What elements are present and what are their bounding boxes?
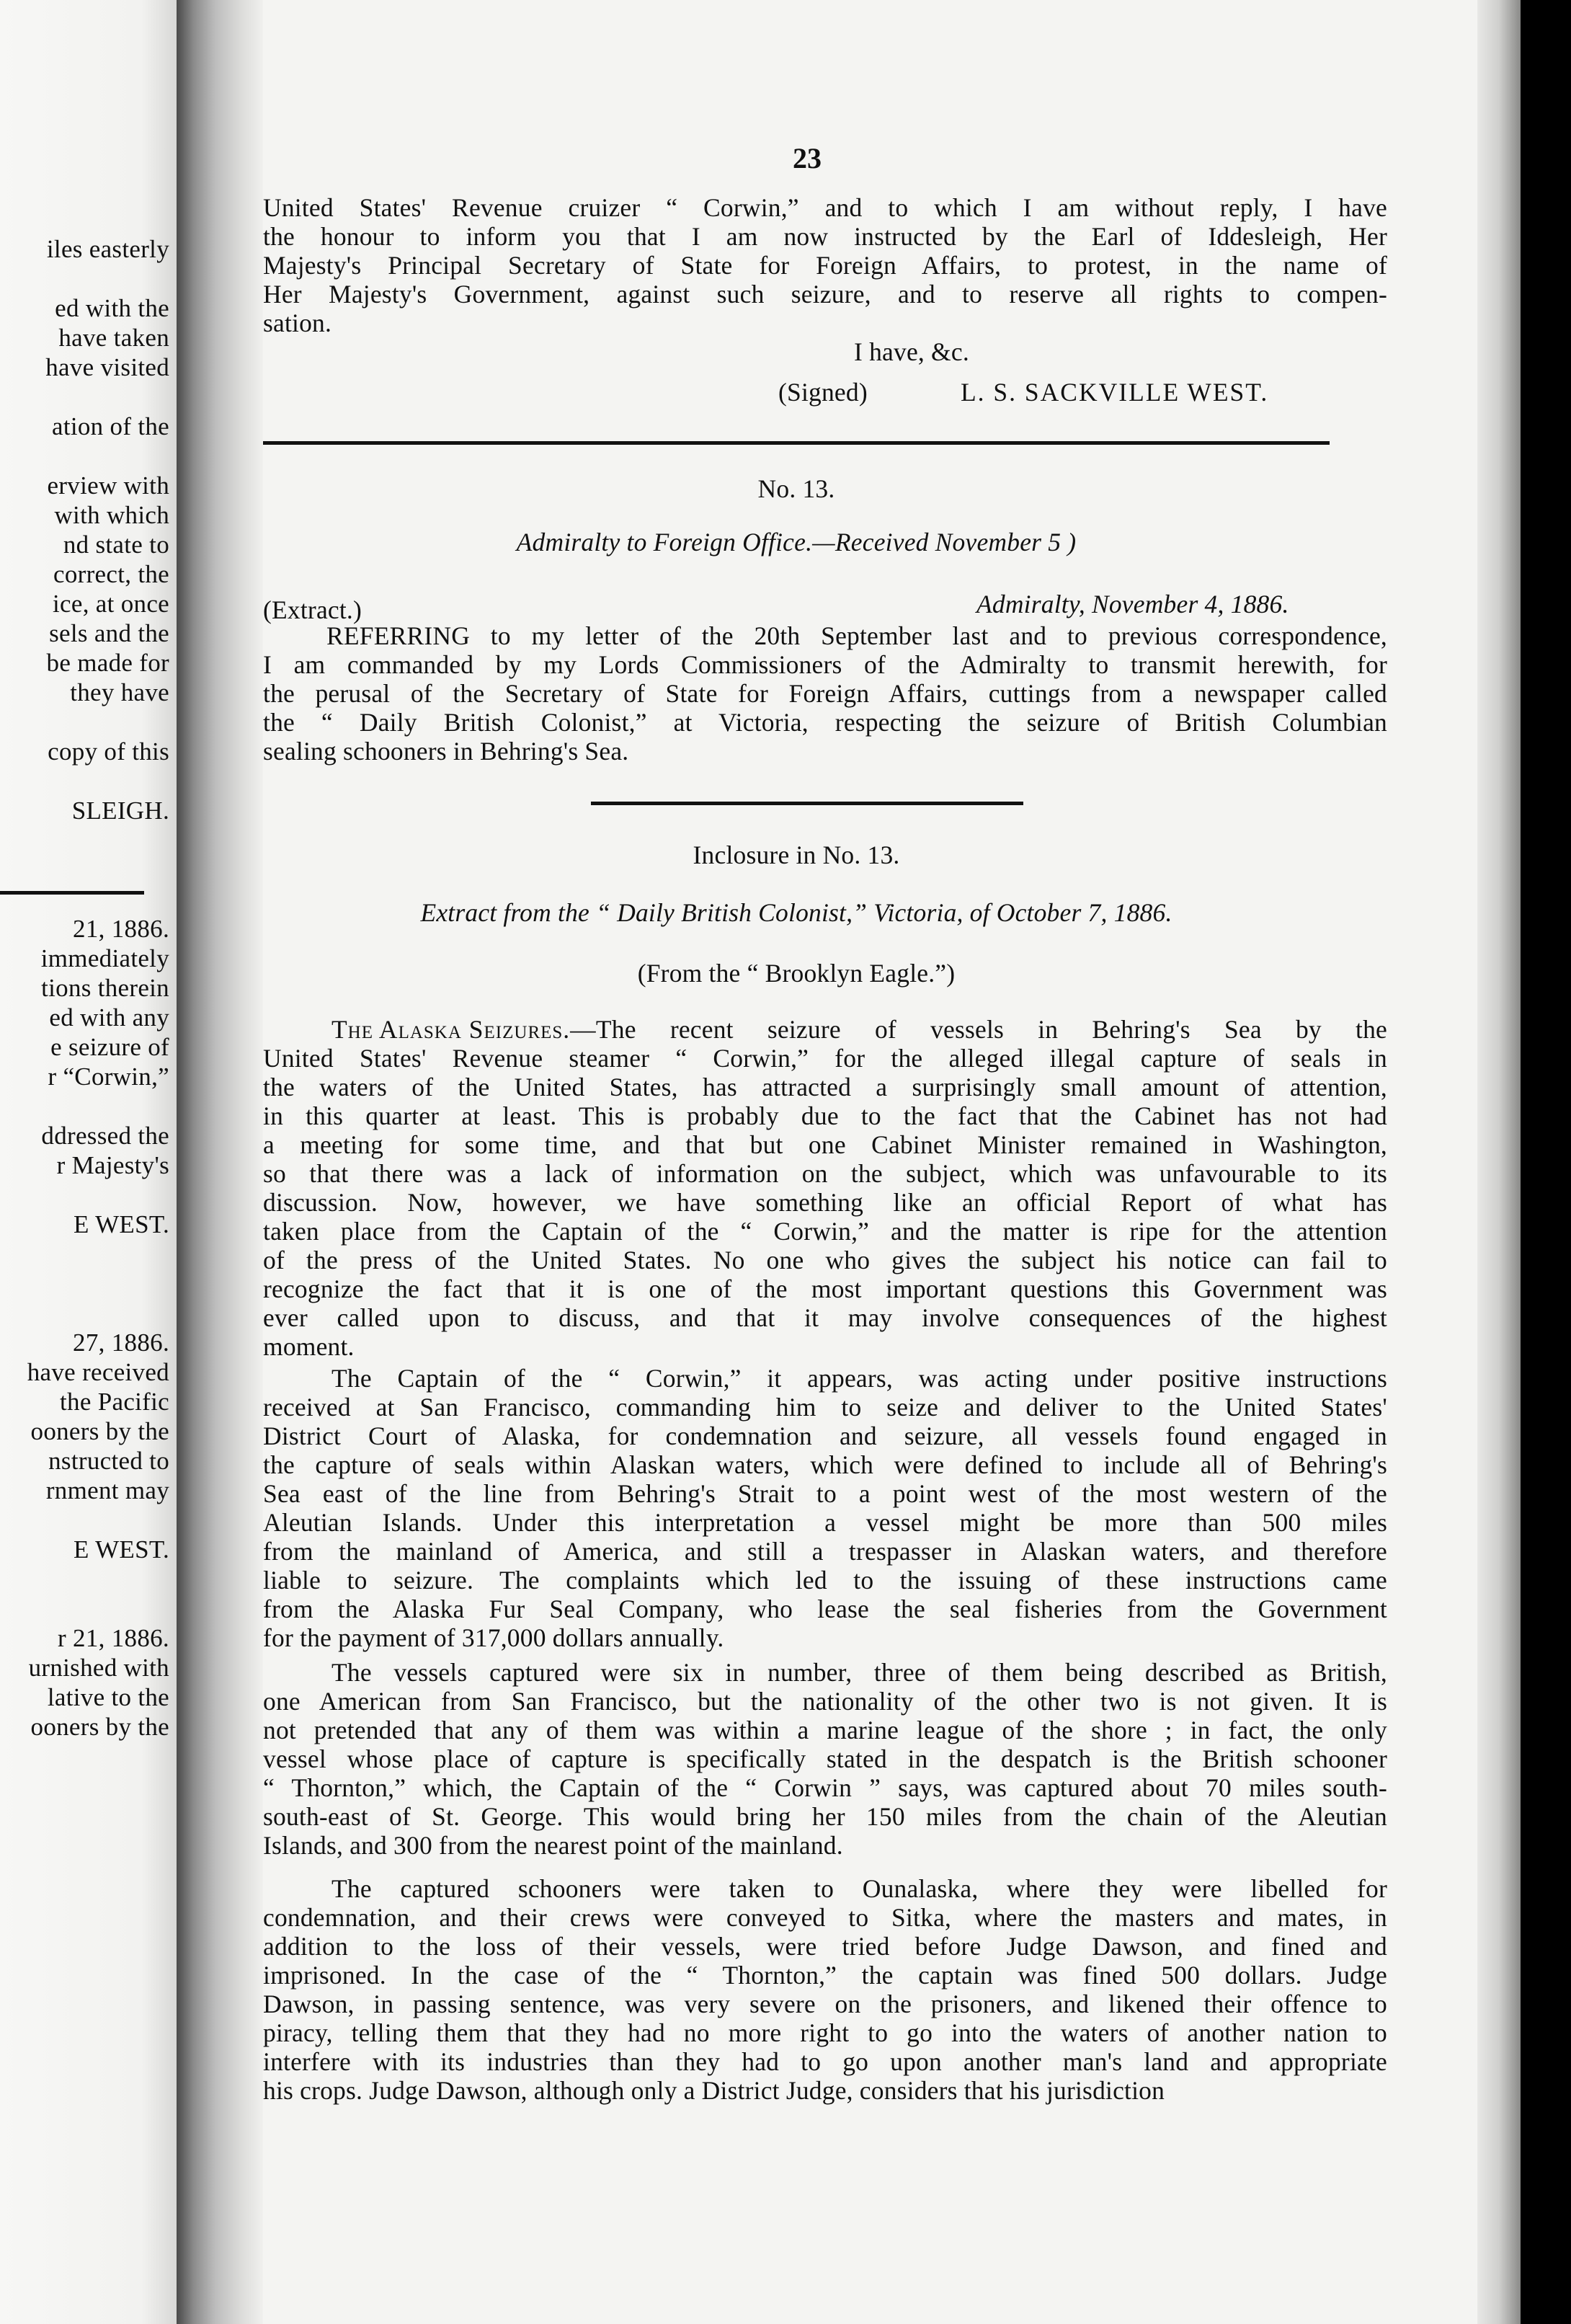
previous-page-line: iles easterly: [46, 235, 169, 263]
previous-page-line: have visited: [45, 353, 169, 381]
scan-right-edge: [1477, 0, 1571, 2324]
body-line: interfere with its industries than they had to go upon another man's land and appropriate: [263, 2047, 1387, 2076]
body-line: Sea east of the line from Behring's Strait to a point west of the most western of the: [263, 1479, 1387, 1508]
letter-line: Her Majesty's Government, against such seizure, and to reserve all rights to compen-: [263, 280, 1387, 309]
body-line: received at San Francisco, commanding him to seize and deliver to the United States': [263, 1393, 1387, 1422]
signature: L. S. SACKVILLE WEST.: [961, 378, 1269, 407]
previous-page-line: e seizure of: [50, 1033, 169, 1061]
previous-page-line: nstructed to: [48, 1447, 169, 1475]
body-line: a meeting for some time, and that but one Cabinet Minister remained in Washington,: [263, 1130, 1387, 1159]
body-line: ever called upon to discuss, and that it may involve consequences of the highest: [263, 1303, 1387, 1332]
body-line: imprisoned. In the case of the “ Thornton,” the captain was fined 500 dollars. Judge: [263, 1961, 1387, 1990]
previous-page-line: be made for: [46, 649, 169, 677]
page-number: 23: [793, 142, 822, 174]
short-divider: [591, 802, 1023, 805]
extract-label: (Extract.): [263, 595, 362, 624]
previous-page-line: they have: [70, 678, 169, 706]
previous-page-line: nd state to: [63, 531, 169, 559]
previous-page-line: ooners by the: [30, 1417, 169, 1445]
body-line: taken place from the Captain of the “ Corwin,” and the matter is ripe for the attention: [263, 1217, 1387, 1246]
inclosure-title: Inclosure in No. 13.: [693, 841, 900, 869]
previous-page-line: 27, 1886.: [73, 1329, 169, 1357]
section-heading: Admiralty to Foreign Office.—Received November 5 ): [516, 528, 1077, 556]
previous-page-line: ice, at once: [53, 590, 169, 618]
previous-page-line: ation of the: [52, 412, 169, 440]
dateline: Admiralty, November 4, 1886.: [976, 590, 1289, 618]
previous-page-line: ed with the: [55, 294, 169, 322]
body-line: the perusal of the Secretary of State for Foreign Affairs, cuttings from a newspaper called: [263, 679, 1387, 708]
body-line: Islands, and 300 from the nearest point of the mainland.: [263, 1831, 843, 1860]
previous-page-line: r “Corwin,”: [48, 1063, 169, 1091]
body-line: District Court of Alaska, for condemnation and seizure, all vessels found engaged in: [263, 1422, 1387, 1450]
body-line: The Captain of the “ Corwin,” it appears, was acting under positive instructions: [331, 1364, 1387, 1393]
body-line: Dawson, in passing sentence, was very severe on the prisoners, and likened their offence to: [263, 1990, 1387, 2018]
previous-page-line: ddressed the: [41, 1122, 169, 1150]
paragraph-first-line: [331, 1015, 1387, 1044]
letter-line: United States' Revenue cruizer “ Corwin,” and to which I am without reply, I have: [263, 193, 1387, 222]
body-line: —The recent seizure of vessels in Behring's Sea by the: [570, 1015, 1387, 1044]
previous-page-line: copy of this: [48, 737, 169, 766]
previous-page-line: ed with any: [49, 1003, 169, 1032]
body-line: of the press of the United States. No one who gives the subject his notice can fail to: [263, 1246, 1387, 1274]
book-gutter-shadow: [177, 0, 263, 2324]
letter-line: sation.: [263, 309, 332, 337]
body-line: “ Thornton,” which, the Captain of the “ Corwin ” says, was captured about 70 miles south-: [263, 1773, 1387, 1802]
letter-closing: I have, &c.: [854, 337, 969, 366]
body-line: vessel whose place of capture is specifically stated in the despatch is the British schooner: [263, 1744, 1387, 1773]
section-number: No. 13.: [757, 474, 835, 503]
body-line: discussion. Now, however, we have something like an official Report of what has: [263, 1188, 1387, 1217]
previous-page-line: immediately: [40, 944, 169, 972]
body-line: from the mainland of America, and still a trespasser in Alaskan waters, and therefore: [263, 1537, 1387, 1566]
body-line: in this quarter at least. This is probably due to the fact that the Cabinet has not had: [263, 1101, 1387, 1130]
previous-page-line: lative to the: [47, 1683, 169, 1711]
body-line: liable to seizure. The complaints which led to the issuing of these instructions came: [263, 1566, 1387, 1595]
previous-page-line: erview with: [47, 471, 169, 500]
body-line: Aleutian Islands. Under this interpretation a vessel might be more than 500 miles: [263, 1508, 1387, 1537]
previous-page-line: r Majesty's: [56, 1151, 169, 1179]
previous-page-line: SLEIGH.: [71, 797, 169, 825]
previous-page-line: sels and the: [49, 619, 169, 647]
body-line: recognize the fact that it is one of the most important questions this Government was: [263, 1274, 1387, 1303]
body-line: the “ Daily British Colonist,” at Victoria, respecting the seizure of British Columbian: [263, 708, 1387, 737]
body-line: The captured schooners were taken to Ounalaska, where they were libelled for: [331, 1874, 1387, 1903]
body-line: so that there was a lack of information on the subject, which was unfavourable to its: [263, 1159, 1387, 1188]
body-line: south-east of St. George. This would bring her 150 miles from the chain of the Aleutian: [263, 1802, 1387, 1831]
body-line: sealing schooners in Behring's Sea.: [263, 737, 629, 766]
body-line: one American from San Francisco, but the nationality of the other two is not given. It is: [263, 1687, 1387, 1716]
letter-line: Majesty's Principal Secretary of State for Foreign Affairs, to protest, in the name of: [263, 251, 1387, 280]
previous-page-line: with which: [54, 501, 169, 529]
letter-line: the honour to inform you that I am now instructed by the Earl of Iddesleigh, Her: [263, 222, 1387, 251]
signed-label: (Signed): [778, 378, 868, 407]
previous-page-line: urnished with: [28, 1654, 169, 1682]
body-line: addition to the loss of their vessels, were tried before Judge Dawson, and fined and: [263, 1932, 1387, 1961]
previous-page-line: r 21, 1886.: [58, 1624, 169, 1652]
body-line: I am commanded by my Lords Commissioners of the Admiralty to transmit herewith, for: [263, 650, 1387, 679]
previous-page-line: have taken: [58, 324, 169, 352]
previous-page-rule: [0, 891, 144, 895]
body-line: moment.: [263, 1332, 355, 1361]
run-in-head: The Alaska Seizures.: [331, 1015, 571, 1044]
document-page: [263, 0, 1477, 2324]
body-line: his crops. Judge Dawson, although only a District Judge, considers that his jurisdiction: [263, 2076, 1165, 2105]
body-line: the capture of seals within Alaskan waters, which were defined to include all of Behring's: [263, 1450, 1387, 1479]
body-line: condemnation, and their crews were conveyed to Sitka, where the masters and mates, in: [263, 1903, 1387, 1932]
body-line: not pretended that any of them was within a marine league of the shore ; in fact, the only: [263, 1716, 1387, 1744]
previous-page-line: ooners by the: [30, 1713, 169, 1741]
body-line: The vessels captured were six in number, three of them being described as British,: [331, 1658, 1387, 1687]
previous-page-line: tions therein: [41, 974, 169, 1002]
body-line: United States' Revenue steamer “ Corwin,” for the alleged illegal capture of seals in: [263, 1044, 1387, 1073]
previous-page-line: rnment may: [45, 1476, 169, 1504]
body-line: REFERRING to my letter of the 20th September last and to previous correspondence,: [326, 621, 1387, 650]
body-line: the waters of the United States, has attracted a surprisingly small amount of attention,: [263, 1073, 1387, 1101]
previous-page-line: have received: [27, 1358, 169, 1386]
inclosure-source: (From the “ Brooklyn Eagle.”): [637, 959, 956, 988]
inclosure-subtitle: Extract from the “ Daily British Colonist,” Victoria, of October 7, 1886.: [420, 898, 1172, 927]
body-line: from the Alaska Fur Seal Company, who lease the seal fisheries from the Government: [263, 1595, 1387, 1623]
previous-page-line: 21, 1886.: [73, 915, 169, 943]
previous-page-line: correct, the: [53, 560, 169, 588]
section-divider: [263, 441, 1330, 445]
previous-page-fragment: [0, 0, 177, 2324]
body-line: piracy, telling them that they had no more right to go into the waters of another nation to: [263, 2018, 1387, 2047]
previous-page-line: E WEST.: [73, 1535, 169, 1564]
body-line: for the payment of 317,000 dollars annually.: [263, 1623, 724, 1652]
previous-page-line: E WEST.: [73, 1210, 169, 1238]
previous-page-line: the Pacific: [60, 1388, 169, 1416]
